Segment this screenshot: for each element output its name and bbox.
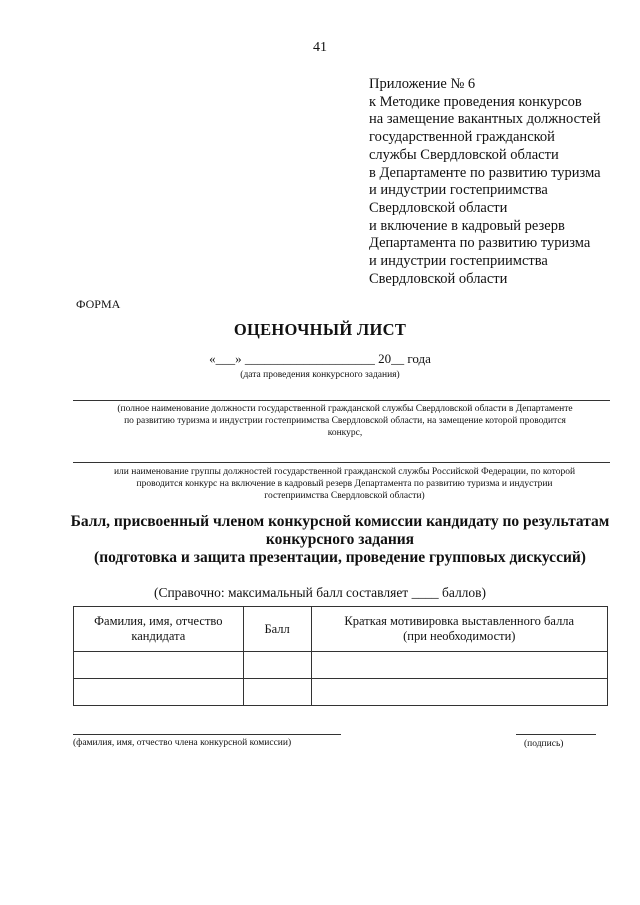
appendix-line: и индустрии гостеприимства bbox=[369, 182, 548, 199]
score-title-line: (подготовка и защита презентации, проведение групповых дискуссий) bbox=[94, 549, 586, 566]
header-justification: Краткая мотивировка выставленного балла (при необходимости) bbox=[311, 607, 607, 652]
position-caption-line: по развитию туризма и индустрии гостеприимства Свердловской области, на замещение которой проводится bbox=[124, 416, 566, 426]
signature-underline bbox=[516, 734, 596, 735]
appendix-line: государственной гражданской bbox=[369, 129, 555, 146]
appendix-line: к Методике проведения конкурсов bbox=[369, 93, 582, 110]
justification-cell[interactable] bbox=[311, 679, 607, 706]
candidate-name-cell[interactable] bbox=[74, 679, 244, 706]
date-line: «___» ____________________ 20__ года bbox=[209, 351, 431, 366]
group-caption-line: проводится конкурс на включение в кадровый резерв Департамента по развитию туризма и индустрии bbox=[136, 479, 553, 489]
appendix-line: Свердловской области bbox=[369, 270, 508, 287]
appendix-line: и включение в кадровый резерв bbox=[369, 217, 565, 234]
table-row bbox=[74, 679, 608, 706]
position-caption-line: конкурс, bbox=[327, 428, 363, 438]
score-title-line: Балл, присвоенный членом конкурсной комиссии кандидату по результатам bbox=[70, 513, 610, 530]
appendix-line: и индустрии гостеприимства bbox=[369, 253, 548, 270]
position-caption bbox=[80, 403, 610, 439]
justification-cell[interactable] bbox=[311, 652, 607, 679]
member-name-caption: (фамилия, имя, отчество члена конкурсной комиссии) bbox=[73, 738, 292, 748]
header-score: Балл bbox=[243, 607, 311, 652]
page-number: 41 bbox=[313, 40, 327, 55]
score-cell[interactable] bbox=[243, 652, 311, 679]
group-underline bbox=[73, 462, 610, 463]
group-caption-line: гостеприимства Свердловской области) bbox=[264, 491, 425, 501]
appendix-block bbox=[369, 76, 639, 288]
score-title-line: конкурсного задания bbox=[265, 531, 415, 548]
table-row bbox=[74, 652, 608, 679]
signature-caption: (подпись) bbox=[524, 739, 564, 749]
group-caption bbox=[72, 466, 617, 502]
candidate-name-cell[interactable] bbox=[74, 652, 244, 679]
document-title: ОЦЕНОЧНЫЙ ЛИСТ bbox=[233, 320, 407, 339]
appendix-line: Свердловской области bbox=[369, 199, 508, 216]
reference-line: (Справочно: максимальный балл составляет ____ баллов) bbox=[153, 585, 487, 600]
appendix-line: службы Свердловской области bbox=[369, 146, 559, 163]
appendix-line: Департамента по развитию туризма bbox=[369, 235, 591, 252]
appendix-line: в Департаменте по развитию туризма bbox=[369, 164, 601, 181]
table-header-row bbox=[74, 607, 608, 652]
header-candidate-name: Фамилия, имя, отчество кандидата bbox=[74, 607, 244, 652]
member-name-underline bbox=[73, 734, 341, 735]
score-table bbox=[73, 606, 608, 706]
score-cell[interactable] bbox=[243, 679, 311, 706]
position-underline bbox=[73, 400, 610, 401]
score-title bbox=[40, 513, 640, 567]
appendix-line: на замещение вакантных должностей bbox=[369, 111, 601, 128]
form-label: ФОРМА bbox=[76, 297, 121, 311]
group-caption-line: или наименование группы должностей государственной гражданской службы Российской Федерации, по которой bbox=[113, 467, 576, 477]
position-caption-line: (полное наименование должности государственной гражданской службы Свердловской области в Департаменте bbox=[117, 404, 573, 414]
appendix-line: Приложение № 6 bbox=[369, 76, 476, 92]
date-caption: (дата проведения конкурсного задания) bbox=[240, 370, 400, 380]
